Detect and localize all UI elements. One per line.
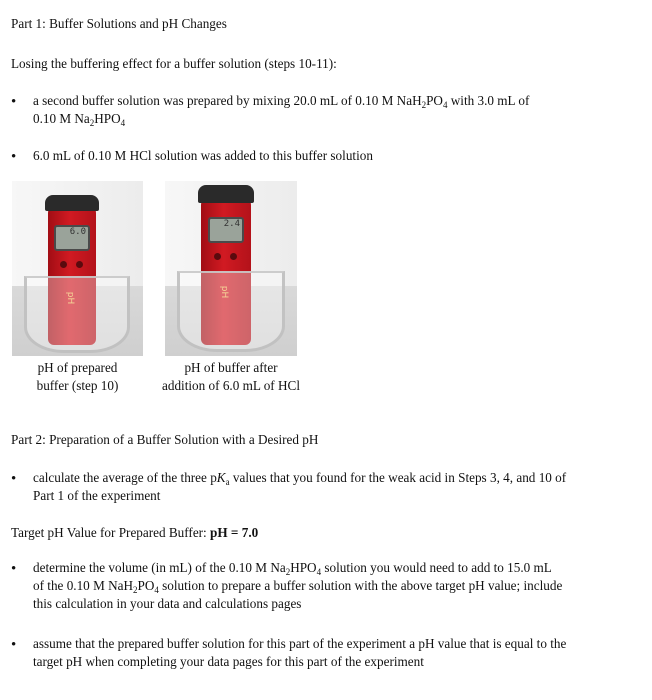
photo1-caption: pH of prepared buffer (step 10): [36, 360, 119, 393]
part1-bullet2-text: 6.0 mL of 0.10 M HCl solution was added to this buffer solution: [33, 148, 373, 163]
part2-heading: Part 2: Preparation of a Buffer Solution with a Desired pH: [11, 432, 319, 447]
bullet-icon: •: [11, 561, 17, 577]
photo2-caption: pH of buffer after addition of 6.0 mL of HCl: [162, 360, 300, 393]
part1-heading: Part 1: Buffer Solutions and pH Changes: [11, 16, 227, 31]
bullet-icon: •: [11, 149, 17, 165]
part2-bullet1-text: calculate the average of the three $pK_a$ values that you found for the weak acid in Steps 3, 4, and 10 of Part 1 of the experiment: [33, 470, 567, 503]
ph-meter-photo-after-hcl: 2.4 pH: [165, 181, 297, 356]
target-ph-label: Target pH Value for Prepared Buffer:: [11, 525, 211, 540]
ph-display: 6.0: [54, 225, 90, 251]
target-ph-value: pH = 7.0: [210, 525, 259, 540]
target-ph-line: [11, 525, 258, 541]
bullet-icon: •: [11, 637, 17, 653]
ph-meter-photo-prepared: 6.0 pH: [12, 181, 143, 356]
part1-subheading: Losing the buffering effect for a buffer solution (steps 10-11):: [11, 56, 337, 71]
bullet-icon: •: [11, 471, 17, 487]
part2-bullet3-text: assume that the prepared buffer solution for this part of the experiment a pH value that is equal to the target pH when completing your data pages for this part of the experiment: [33, 636, 567, 669]
bullet-icon: •: [11, 94, 17, 110]
part1-bullet1-text: a second buffer solution was prepared by mixing 20.0 mL of 0.10 M $NaH_2PO_4$ with 3.0 mL of 0.10 M $Na_2HPO_4$: [33, 93, 530, 128]
ph-display: 2.4: [208, 217, 244, 243]
part2-bullet2-text: determine the volume (in mL) of the 0.10 M $Na_2HPO_4$ solution you would need to add to 15.0 mL of the 0.10 M $NaH_2PO_4$ solution to prepare a buffer solution with the above target pH value; include this calculation in your data and calculations pages: [33, 560, 563, 611]
